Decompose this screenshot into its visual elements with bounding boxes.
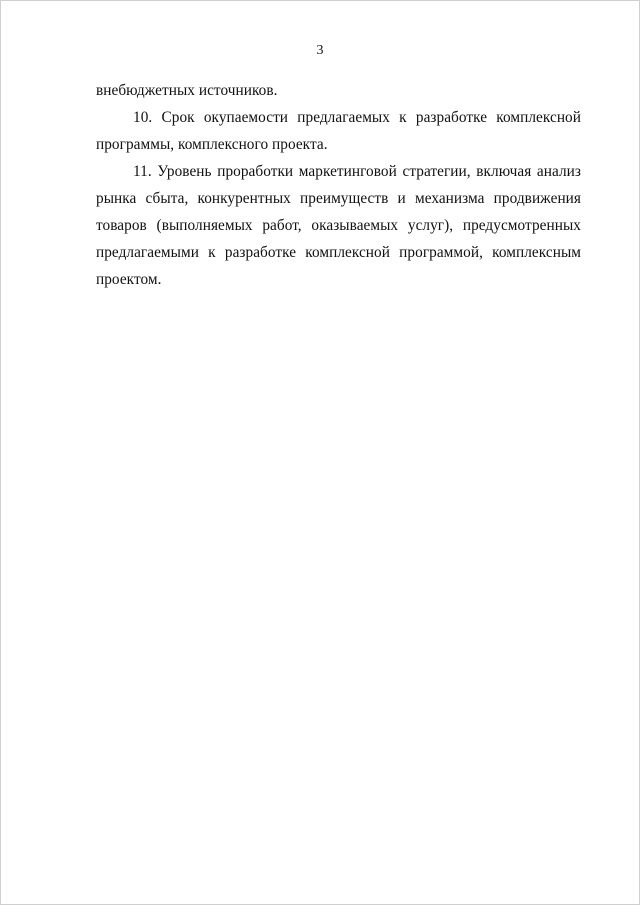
paragraph-item-10: 10. Срок окупаемости предлагаемых к разработке комплексной программы, комплексного проекта. [96,109,581,153]
paragraph-item-11: 11. Уровень проработки маркетинговой стратегии, включая анализ рынка сбыта, конкурентных преимуществ и механизма продвижения товаров (выполняемых работ, оказываемых услуг), предусмотренных предлагаемыми к разработке комплексной программой, комплексным проектом. [96,163,581,288]
page-number: 3 [316,43,324,58]
document-body [96,77,581,293]
paragraph-continuation: внебюджетных источников. [96,82,278,99]
